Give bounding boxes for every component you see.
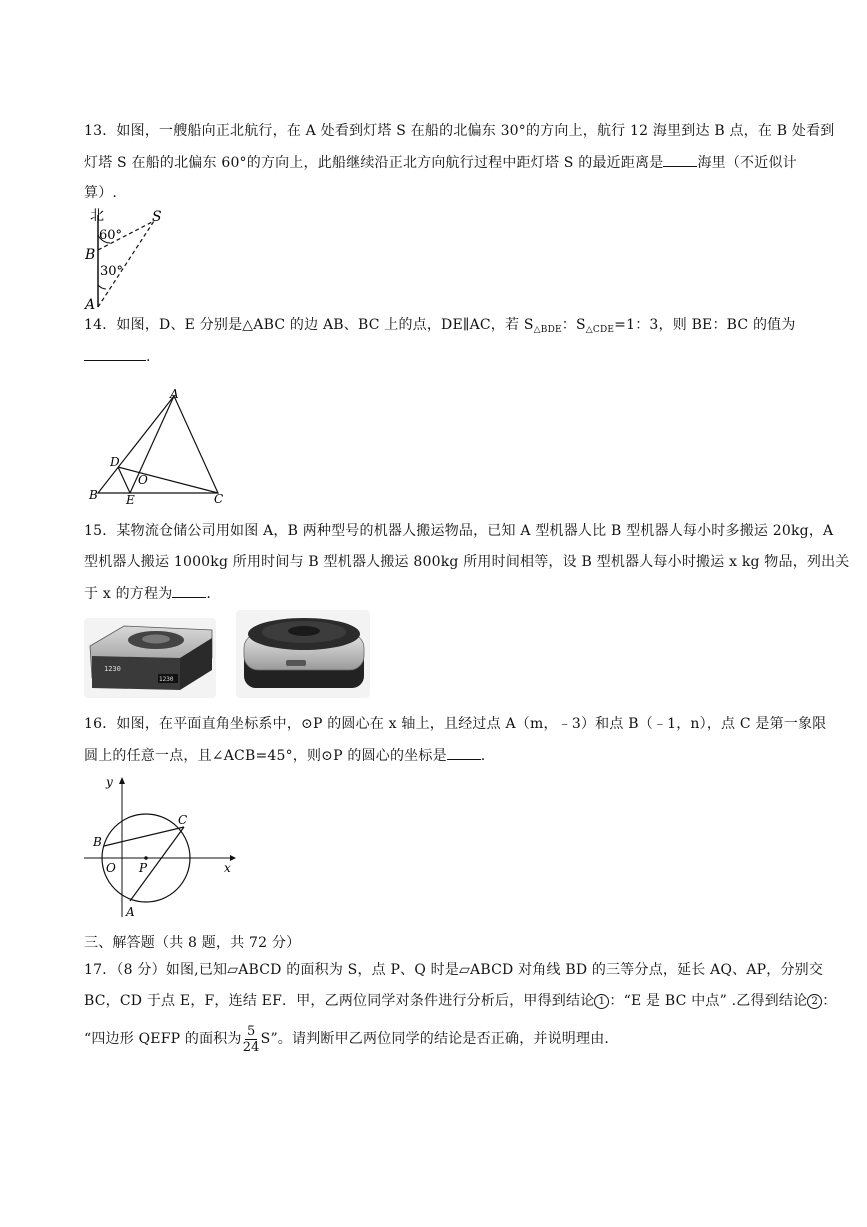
q16-fig-C: C	[178, 813, 188, 827]
q16-fig-y: y	[106, 775, 113, 789]
q14-answer-blank	[84, 346, 146, 361]
q15-line3-text: 于 x 的方程为	[84, 586, 173, 602]
q13-line3: 算）.	[84, 185, 118, 201]
q17-line2	[84, 991, 836, 1011]
q17-line2-text: BC，CD 于点 E，F，连结 EF．甲，乙两位同学对条件进行分析后，甲得到结论	[84, 993, 595, 1009]
q14-fig-A: A	[170, 388, 179, 401]
q17-fraction-num: 5	[246, 1023, 256, 1039]
q15-line1: 15．某物流仓储公司用如图 A，B 两种型号的机器人搬运物品，已知 A 型机器人比 B 型机器人每小时多搬运 20kg，A	[84, 523, 834, 539]
q17-circled-2: 2	[807, 994, 822, 1009]
q14-fig-C: C	[214, 492, 224, 506]
q14-fig-E: E	[126, 493, 135, 506]
q15-period: .	[206, 586, 212, 602]
section-heading: 三、解答题（共 8 题，共 72 分）	[84, 935, 301, 951]
q16-figure	[84, 772, 240, 920]
q16-fig-O: O	[106, 861, 116, 875]
q17-line3	[84, 1022, 609, 1056]
q17-line3-end: S”。请判断甲乙两位同学的结论是否正确，并说明理由.	[260, 1031, 610, 1047]
q16-fig-A: A	[126, 905, 135, 919]
q14-period: .	[146, 349, 151, 365]
q13-line2-unit: 海里（不近似计	[697, 155, 797, 171]
q14-sub-bde: △BDE	[533, 325, 562, 335]
robot-b-image	[236, 610, 370, 698]
q17-fraction	[243, 1024, 260, 1055]
q13-line2-text: 灯塔 S 在船的北偏东 60°的方向上，此船继续沿正北方向航行过程中距灯塔 S 的最近距离是	[84, 155, 664, 171]
q13-figure	[82, 205, 182, 313]
q14-line1-end: =1：3，则 BE：BC 的值为	[614, 317, 796, 333]
q14-figure	[86, 388, 236, 506]
q17-line2-end: ：	[822, 993, 837, 1009]
q16-answer-blank	[447, 745, 481, 760]
q16-line1: 16．如图，在平面直角坐标系中，⊙P 的圆心在 x 轴上，且经过点 A（m，﹣3）和点 B（﹣1，n），点 C 是第一象限	[84, 716, 827, 732]
robot-a-label-front: 1230	[104, 665, 121, 673]
q13-fig-A: A	[85, 297, 96, 313]
q16-line2	[84, 745, 485, 766]
q13-fig-angle60: 60°	[99, 228, 123, 243]
q14-line1-text: 14．如图，D、E 分别是△ABC 的边 AB、BC 上的点，DE∥AC，若 S	[84, 317, 534, 333]
q16-fig-B: B	[93, 835, 102, 849]
q17-fraction-den: 24	[242, 1039, 260, 1055]
q14-fig-D: D	[110, 455, 120, 469]
q13-fig-north: 北	[90, 208, 104, 224]
q14-line1	[84, 315, 796, 340]
q15-line3	[84, 583, 211, 604]
q16-period: .	[480, 748, 486, 764]
robot-a-image	[84, 618, 216, 698]
q15-line2: 型机器人搬运 1000kg 所用时间与 B 型机器人搬运 800kg 所用时间相等，设 B 型机器人每小时搬运 x kg 物品，列出关	[84, 554, 850, 570]
q13-fig-B: B	[85, 247, 96, 263]
q14-line2	[84, 346, 151, 367]
q17-line1: 17．（8 分）如图,已知▱ABCD 的面积为 S，点 P、Q 时是▱ABCD 对角线 BD 的三等分点，延长 AQ、AP，分别交	[84, 962, 824, 978]
q13-fig-S: S	[152, 209, 162, 225]
q17-line2-mid: ：“E 是 BC 中点” .乙得到结论	[609, 993, 808, 1009]
q14-colon: ：S	[561, 317, 586, 333]
q16-fig-x: x	[224, 861, 231, 875]
q13-answer-blank	[663, 152, 697, 167]
q16-fig-P: P	[139, 861, 148, 875]
q14-fig-B: B	[89, 488, 98, 502]
q16-line2-text: 圆上的任意一点，且∠ACB=45°，则⊙P 的圆心的坐标是	[84, 748, 447, 764]
q14-sub-cde: △CDE	[585, 325, 615, 335]
q17-circled-1: 1	[594, 994, 609, 1009]
q13-fig-angle30: 30°	[100, 264, 124, 279]
q14-fig-O: O	[138, 473, 148, 487]
q13-line2	[84, 152, 797, 173]
q15-answer-blank	[172, 583, 206, 598]
q17-line3-text: “四边形 QEFP 的面积为	[84, 1031, 242, 1047]
q13-line1: 13．如图，一艘船向正北航行，在 A 处看到灯塔 S 在船的北偏东 30°的方向上，航行 12 海里到达 B 点，在 B 处看到	[84, 123, 835, 139]
robot-a-label-side: 1230	[159, 676, 174, 683]
